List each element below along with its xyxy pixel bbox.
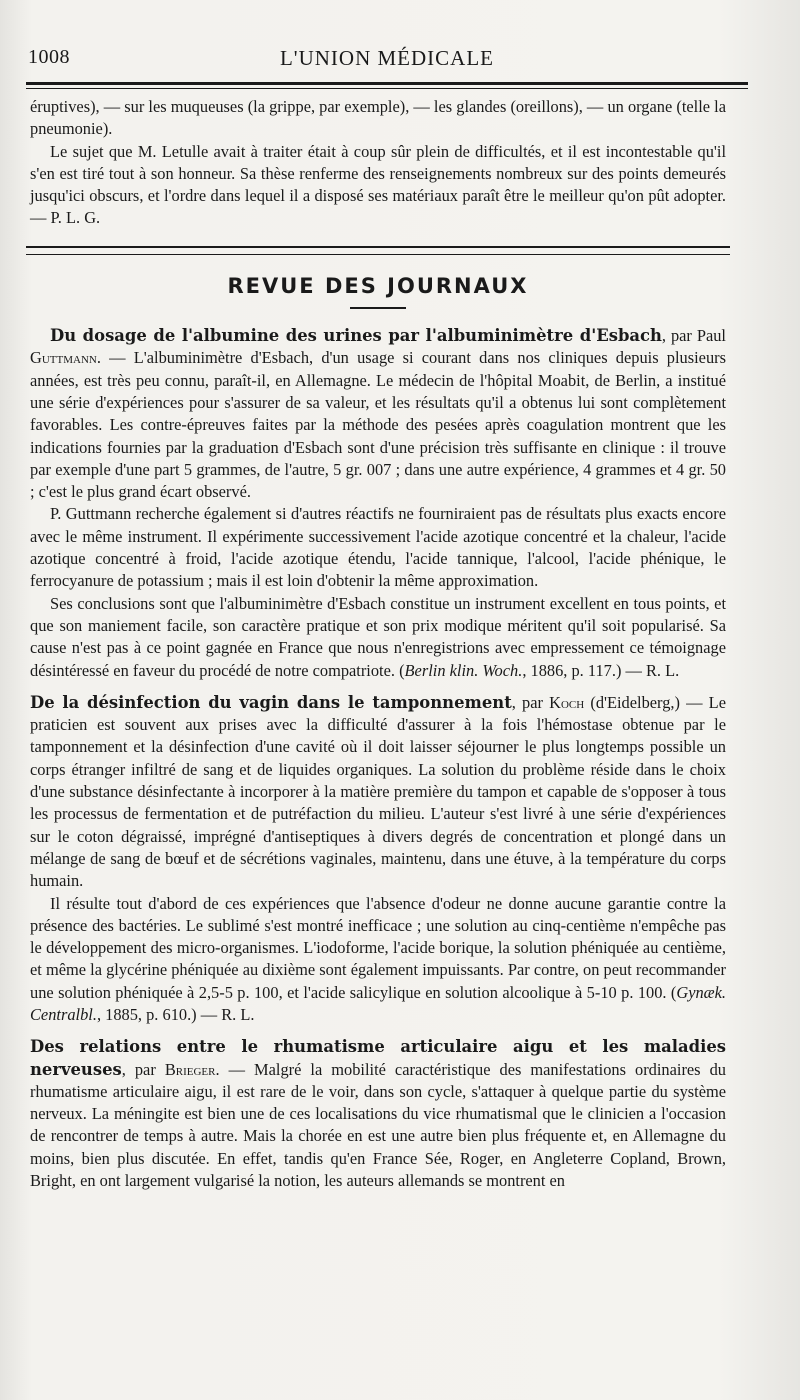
article-title: De la désinfection du vagin dans le tamponnement bbox=[30, 692, 512, 712]
citation-tail: , 1885, p. 610.) — R. L. bbox=[96, 1004, 255, 1024]
header-rule bbox=[26, 82, 748, 85]
article-text: Ses conclusions sont que l'albuminimètre d'Esbach constitue un instrument excellent en tous points, et que son maniement facile, son caractère pratique et son prix modique méritent qu'il soit popularisé. Sa cause n'est pas à ce point gagnée en France que nous n'enregistrions avec empressement ce témoignage désintéressé en faveur du procédé de notre compatriote. ( bbox=[30, 593, 726, 680]
article-desinfection bbox=[30, 692, 726, 1026]
citation-source: Gynæk. Centralbl. bbox=[30, 982, 726, 1024]
article-author: Guttmann bbox=[30, 348, 97, 368]
article-text: . — Malgré la mobilité caractéristique des manifestations ordinaires du rhumatisme articulaire aigu, il est rare de le voir, dans son cycle, s'attaquer à quelque partie du système nerveux. La méningite est bien une de ces localisations du vice rhumatismal que le clinicien a l'occasion de rencontrer de temps à autre. Mais la chorée en est une autre bien plus fréquente et, en Allemagne du moins, bien plus discutée. En effet, tandis qu'en France Sée, Roger, en Angleterre Copland, Brown, Bright, en ont largement vulgarisé la notion, les auteurs allemands se montrent en bbox=[30, 1059, 726, 1191]
intro-paragraph-2: Le sujet que M. Letulle avait à traiter était à coup sûr plein de difficultés, et il est incontestable qu'il s'en est tiré tout à son honneur. Sa thèse renferme des renseignements nombreux sur des points demeurés jusqu'ici obscurs, et l'ordre dans lequel il a disposé ses matériaux paraît être le meilleur qu'on pût adopter. — P. L. G. bbox=[30, 141, 726, 228]
article-text: (d'Eidelberg,) — Le praticien est souvent aux prises avec la difficulté d'assurer à la fois l'hémostase obtenue par le tamponnement et la désinfection d'une cavité où il doit laisser séjourner le plus longtemps possible un corps étranger infiltré de sang et de liquides organiques. La solution du problème réside dans le choix d'une substance désinfectante à incorporer à la matière première du tampon et capable de s'opposer à tous les processus de fermentation et de putréfaction du milieu. L'auteur s'est livré à une série d'expériences sur le coton dégraissé, imprégné d'antiseptiques à divers degrés de concentration et plongé dans un mélange de sang de bœuf et de sécrétions vaginales, maintenu, dans une étuve, à la température du corps humain. bbox=[30, 692, 726, 891]
article-text: . — L'albuminimètre d'Esbach, d'un usage si courant dans nos cliniques depuis plusieurs années, est très peu connu, paraît-il, en Allemagne. Le médecin de l'hôpital Moabit, de Berlin, a institué une série d'expériences pour s'assurer de sa valeur, et les résultats qu'il a obtenus lui sont complètement favorables. Les contre-épreuves faites par la méthode des pesées après coagulation montrent que les indications fournies par la graduation d'Esbach sont d'une précision très suffisante en clinique : il trouve par exemple d'une part 5 grammes, de l'autre, 5 gr. 007 ; dans une autre expérience, 4 grammes et 4 gr. 50 ; c'est le plus grand écart observé. bbox=[30, 348, 726, 502]
article-paragraph: P. Guttmann recherche également si d'autres réactifs ne fourniraient pas de résultats plus exacts encore avec le même instrument. Il expérimente successivement l'acide azotique concentré et la chaleur, l'acide azotique concentré à froid, l'acide azotique étendu, l'acide tannique, l'alcool, l'acide phénique, le ferrocyanure de potassium ; mais il est loin d'obtenir la même approximation. bbox=[30, 504, 726, 591]
citation-source: Berlin klin. Woch. bbox=[404, 660, 523, 680]
header-rule-thin bbox=[26, 88, 748, 89]
citation-tail: , 1886, p. 117.) — R. L. bbox=[522, 660, 680, 680]
article-paragraph bbox=[30, 593, 726, 682]
running-title: L'UNION MÉDICALE bbox=[279, 46, 494, 70]
article-paragraph bbox=[30, 692, 726, 893]
byline-text: , par Paul bbox=[661, 326, 726, 346]
byline-text: , par bbox=[121, 1059, 165, 1079]
article-paragraph bbox=[30, 893, 726, 1027]
text-column bbox=[30, 96, 726, 1192]
title-underline bbox=[350, 307, 406, 309]
section-divider bbox=[26, 246, 730, 255]
page-header bbox=[26, 46, 748, 76]
article-text: Il résulte tout d'abord de ces expériences que l'absence d'odeur ne donne aucune garantie contre la présence des bactéries. Le sublimé s'est montré inefficace ; une solution au cinq-centième n'empêche pas le développement des micro-organismes. L'iodoforme, l'acide borique, la solution phéniquée au centième, et même la glycérine phéniquée au dixième sont également impuissants. Par contre, on peut recommander une solution phéniquée à 2,5-5 p. 100, et l'acide salicylique en solution alcoolique à 5-10 p. 100. ( bbox=[30, 893, 726, 1002]
article-albumine bbox=[30, 325, 726, 682]
intro-paragraph-1: éruptives), — sur les muqueuses (la grippe, par exemple), — les glandes (oreillons), — un organe (telle la pneumonie). bbox=[30, 97, 726, 139]
article-author: Koch bbox=[549, 692, 585, 712]
article-author: Brieger bbox=[164, 1059, 216, 1079]
page-number: 1008 bbox=[28, 46, 70, 68]
article-title: Du dosage de l'albumine des urines par l'albuminimètre d'Esbach bbox=[50, 326, 662, 346]
article-paragraph bbox=[30, 325, 726, 503]
section-title: REVUE DES JOURNAUX bbox=[227, 273, 529, 298]
byline-text: , par bbox=[511, 692, 550, 712]
article-paragraph bbox=[30, 1036, 726, 1192]
article-title: Des relations entre le rhumatisme articulaire aigu et les maladies nerveuses bbox=[30, 1037, 726, 1079]
article-rhumatisme bbox=[30, 1036, 726, 1192]
